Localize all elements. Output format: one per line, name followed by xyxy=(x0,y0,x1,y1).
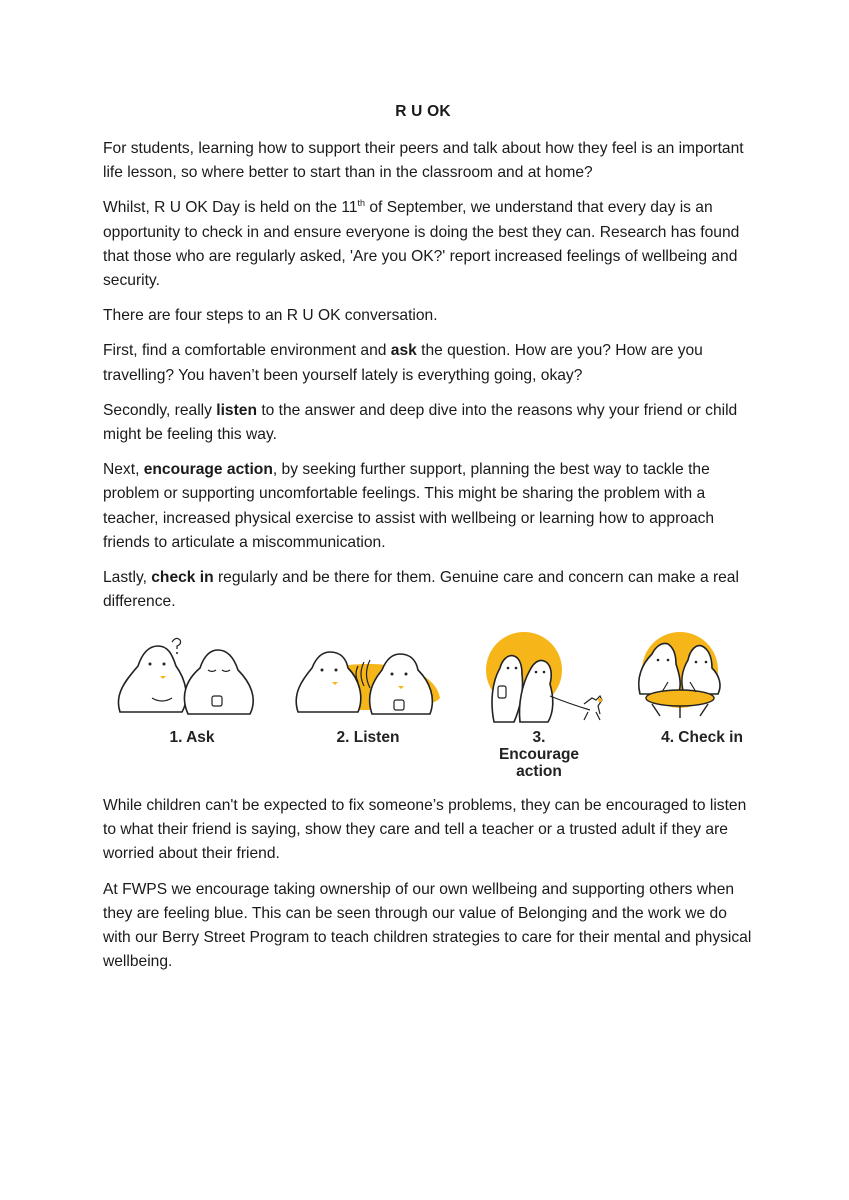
step-ask xyxy=(112,632,272,772)
listen-paragraph-start: Secondly, really xyxy=(103,401,217,419)
step-ask-label: 1. Ask xyxy=(169,729,215,746)
fwps-paragraph: At FWPS we encourage taking ownership of our own wellbeing and supporting others when they are feeling blue. This can be seen through our value of Belonging and the work we do with our Berry Street Program to teach children strategies to care for their mental and physical wellbeing. xyxy=(103,880,752,971)
ordinal-suffix: th xyxy=(357,198,366,209)
step-check-in-label: 4. Check in xyxy=(661,729,743,746)
steps-illustration xyxy=(112,632,743,780)
ask-keyword: ask xyxy=(390,342,417,360)
step-listen-label: 2. Listen xyxy=(336,729,400,746)
children-paragraph: While children can't be expected to fix someone’s problems, they can be encouraged to listen to what their friend is saying, show they care and tell a teacher or a trusted adult if they are worried about their friend. xyxy=(103,797,747,863)
step-listen xyxy=(288,632,448,772)
steps-intro-paragraph: There are four steps to an R U OK conversation. xyxy=(103,307,438,325)
article-body-continued xyxy=(103,794,753,985)
date-paragraph-rest: of September, we understand that every day is an opportunity to check in and ensure everyone is doing the best they can. Research has found that those who are regularly asked, 'Are you OK?' report increased feelings of wellbeing and security. xyxy=(103,199,740,290)
check-in-keyword: check in xyxy=(151,569,214,587)
date-paragraph-start: Whilst, R U OK Day is held on the 11 xyxy=(103,199,358,217)
date-paragraph xyxy=(103,196,753,293)
check-in-paragraph-start: Lastly, xyxy=(103,569,152,587)
ask-paragraph xyxy=(103,339,753,387)
listen-paragraph-rest: to the answer and deep dive into the reasons why your friend or child might be feeling this way. xyxy=(103,401,738,444)
encourage-paragraph xyxy=(103,458,753,555)
encourage-paragraph-start: Next, xyxy=(103,461,144,479)
intro-paragraph: For students, learning how to support their peers and talk about how they feel is an important life lesson, so where better to start than in the classroom and at home? xyxy=(103,140,744,182)
page-title: R U OK xyxy=(395,103,451,120)
step-encourage-action xyxy=(464,632,624,780)
ask-paragraph-start: First, find a comfortable environment and xyxy=(103,342,391,360)
encourage-keyword: encourage action xyxy=(143,461,273,479)
article-body xyxy=(103,137,753,625)
listen-paragraph xyxy=(103,399,753,447)
encourage-action-illustration-icon xyxy=(464,632,624,727)
listen-keyword: listen xyxy=(216,401,257,419)
listen-illustration-icon xyxy=(288,632,448,727)
ask-illustration-icon xyxy=(112,632,272,727)
check-in-paragraph-rest: regularly and be there for them. Genuine care and concern can make a real difference. xyxy=(103,569,739,611)
encourage-paragraph-rest: , by seeking further support, planning the best way to tackle the problem or supporting uncomfortable feelings. This might be sharing the problem with a teacher, increased physical exercise to assist with wellbeing or learning how to approach friends to articulate a miscommunication. xyxy=(103,461,715,551)
ask-paragraph-rest: the question. How are you? How are you travelling? You haven’t been yourself lately is everything going, okay? xyxy=(103,342,703,384)
check-in-paragraph xyxy=(103,566,753,614)
check-in-illustration-icon xyxy=(622,632,742,727)
step-check-in xyxy=(622,632,782,772)
step-encourage-action-label: 3. Encourage action xyxy=(498,729,580,780)
